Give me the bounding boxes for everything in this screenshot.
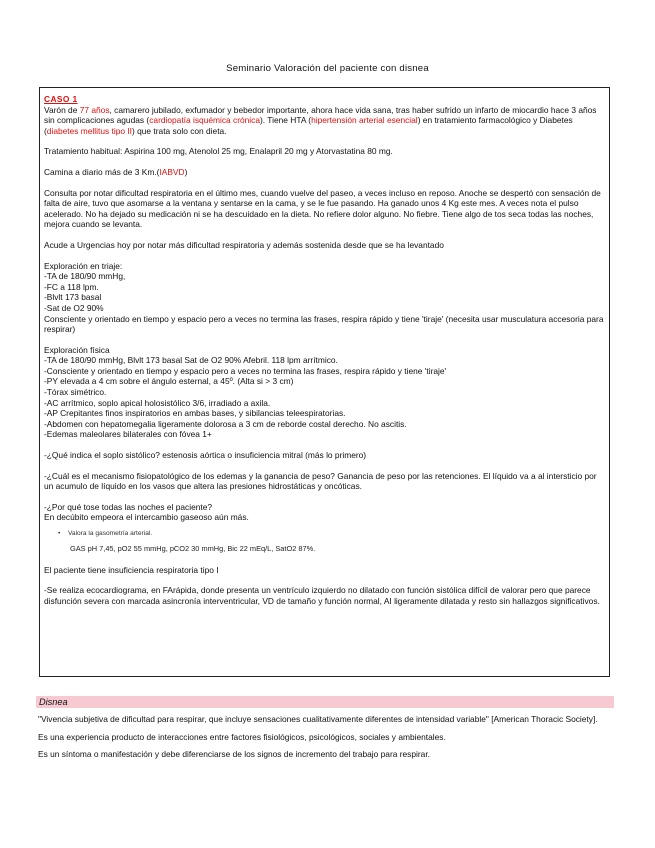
triage-item: -Blvlt 173 basal [44, 292, 102, 303]
disnea-section [38, 714, 616, 767]
physical-item: -Tórax simétrico. [44, 387, 107, 398]
dx-cardiopathy: cardiopatía isquémica crónica [149, 115, 261, 126]
walk-text: Camina a diario más de 3 Km.(IABVD) [44, 166, 188, 177]
question-edema: -¿Cuál es el mecanismo fisiopatológico de los edemas y la ganancia de peso? Ganancia de peso por las retenciones. El líquido va a al intersticio por un acumulo de líquido en los vasos que altera las presiones hidrostáticas y oncóticas. [44, 470, 597, 492]
bullet-icon: • [58, 530, 61, 537]
answer-cough: En decúbito empeora el intercambio gaseoso aún más. [44, 512, 249, 523]
triage-item: -FC a 118 lpm. [44, 281, 99, 292]
triage-item: -Sat de O2 90% [44, 302, 104, 313]
disnea-heading: Disnea [36, 696, 614, 708]
disnea-definition: "Vivencia subjetiva de dificultad para respirar, que incluye sensaciones cualitativamente diferentes de intensidad variable" [American Thoracic Society]. [38, 714, 598, 724]
disnea-paragraph: Es un síntoma o manifestación y debe diferenciarse de los signos de incremento del trabajo para respirar. [38, 749, 430, 760]
physical-item: -AC arrítmico, soplo apical holosistólico 3/6, irradiado a axila. [44, 397, 271, 408]
physical-item: -AP Crepitantes finos inspiratorios en ambas bases, y sibilancias teleespiratorias. [44, 408, 346, 419]
gas-label: • Valora la gasometría arterial. [58, 530, 153, 537]
consult-reason: Consulta por notar dificultad respiratoria en el último mes, cuando vuelve del paseo, a veces incluso en reposo. Anoche se despertó con sensación de falta de aire, tuvo que asomarse a la ventana y sentarse en la cama, y se le fue pasando. Ha ganado unos 4 Kg este mes. A veces nota el pulso acelerado. No ha dejado su medicación ni se ha descuidado en la dieta. No refiere dolor alguno. No fiebre. Tiene algo de tos seca todas las noches, mejora cuando se levanta. [44, 187, 601, 230]
dx-diabetes: diabetes mellitus tipo II [46, 125, 132, 136]
physical-heading: Exploración física [44, 344, 110, 355]
physical-item: -Consciente y orientado en tiempo y espacio pero a veces no termina las frases, respira rápido y tiene 'tiraje' [44, 365, 447, 376]
page-title: Seminario Valoración del paciente con disnea [226, 63, 429, 74]
triage-heading: Exploración en triaje: [44, 260, 123, 271]
dx-hypertension: hipertensión arterial esencial [311, 115, 418, 126]
physical-item: -PY elevada a 4 cm sobre el ángulo esternal, a 45º. (Alta si > 3 cm) [44, 376, 294, 387]
physical-item: -TA de 180/90 mmHg, Blvlt 173 basal Sat de O2 90% Afebril. 118 lpm arrítmico. [44, 355, 338, 366]
triage-note: Consciente y orientado en tiempo y espacio pero a veces no termina las frases, respira rápido y tiene 'tiraje' (necesita usar musculatura accesoria para respirar) [44, 313, 604, 335]
gas-values: GAS pH 7,45, pO2 55 mmHg, pCO2 30 mmHg, Bic 22 mEq/L, SatO2 87%. [70, 544, 316, 553]
case-intro: Varón de 77 años, camarero jubilado, exfumador y bebedor importante, ahora hace vida sana, tras haber sufrido un infarto de miocardio hace 3 años sin complicaciones agudas (cardiopatía isquémica crónica). Tiene HTA (hipertensión arterial esencial) en tratamiento farmacológico y Diabetes (diabetes mellitus tipo II) que trata solo con dieta. [44, 104, 597, 136]
physical-item: -Abdomen con hepatomegalia ligeramente dolorosa a 3 cm de reborde costal derecho. No ascitis. [44, 418, 407, 429]
treatment: Tratamiento habitual: Aspirina 100 mg, Atenolol 25 mg, Enalapril 20 mg y Atorvastatina 80 mg. [44, 146, 393, 157]
age-highlight: 77 años [79, 104, 110, 115]
case-heading: CASO 1 [44, 94, 78, 104]
er-visit: Acude a Urgencias hoy por notar más dificultad respiratoria y además sostenida desde que se ha levantado [44, 239, 444, 250]
question-cough: -¿Por qué tose todas las noches el paciente? [44, 501, 213, 512]
disnea-paragraph: Es una experiencia producto de interacciones entre factores fisiológicos, psicológicos, sociales y ambientales. [38, 731, 446, 742]
physical-item: -Edemas maleolares bilaterales con fóvea 1+ [44, 429, 212, 440]
case-box [39, 87, 610, 677]
iabvd-highlight: IABVD [159, 166, 185, 177]
resp-failure: El paciente tiene insuficiencia respiratoria tipo I [44, 564, 219, 575]
echo-text: -Se realiza ecocardiograma, en FArápida, donde presenta un ventrículo izquierdo no dilatado con función sistólica difícil de valorar pero que parece disfunción severa con marcada asincronía interventricular, VD de tamaño y función normal, AI ligeramente dilatada y resto sin hallazgos significativos. [44, 585, 600, 606]
triage-item: -TA de 180/90 mmHg, [44, 271, 126, 282]
question-murmur: -¿Qué indica el soplo sistólico? estenosis aórtica o insuficiencia mitral (más lo primero) [44, 450, 367, 461]
